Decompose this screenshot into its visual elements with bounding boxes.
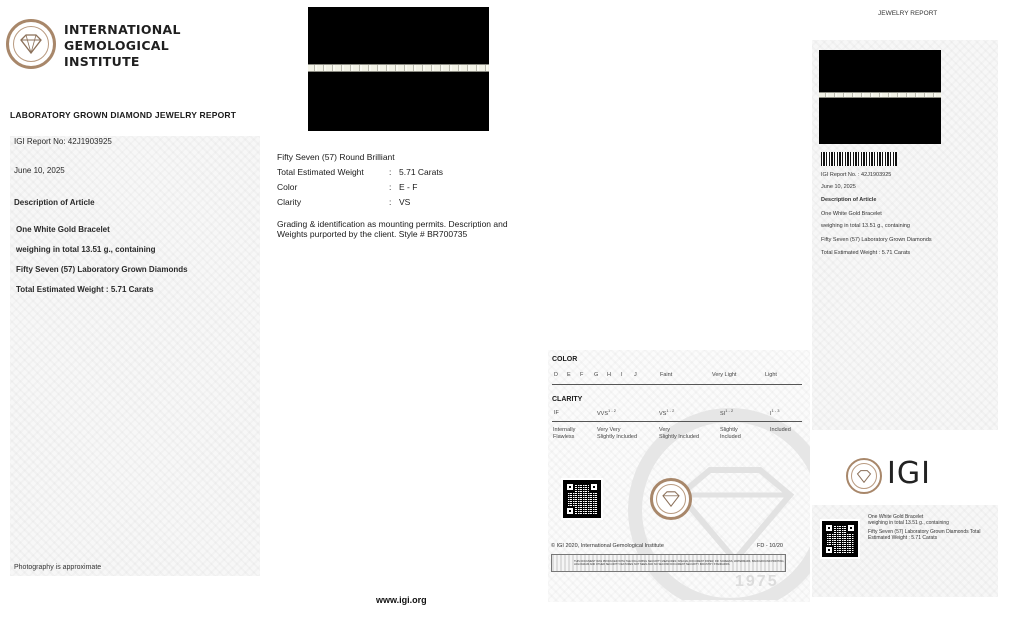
color-grade: J [634, 372, 637, 378]
grading-rows [277, 167, 517, 212]
color-grade: H [607, 372, 611, 378]
org-name [64, 22, 181, 70]
clarity-word [770, 427, 791, 434]
grading-comment: Grading & identification as mounting permits. Description and Weights purported by the client. Style # BR700735 [277, 219, 508, 239]
copyright: © IGI 2020, International Gemological Institute [551, 543, 664, 549]
diamond-icon [856, 470, 872, 483]
stub-line-2: weighing in total 13.51 g., containing [868, 520, 949, 526]
description-heading: Description of Article [14, 198, 95, 207]
watermark-year: 1975 [735, 573, 779, 590]
clarity-word-line: Flawless [553, 434, 575, 440]
report-title: LABORATORY GROWN DIAMOND JEWELRY REPORT [10, 110, 237, 120]
clarity-grade-sup: 1 - 2 [608, 408, 617, 413]
clarity-word-line: Slightly Included [659, 434, 700, 440]
clarity-word-line: Very [659, 427, 671, 433]
form-code: FD - 10/20 [757, 543, 783, 549]
clarity-grade-code: VVS [597, 410, 609, 417]
color-grade: E [567, 372, 571, 378]
report-date: June 10, 2025 [14, 166, 65, 175]
description-line-3: Fifty Seven (57) Laboratory Grown Diamonds [16, 265, 188, 274]
color-scale-divider [552, 384, 802, 385]
qr-code-icon[interactable] [563, 480, 601, 518]
color-scale-heading: COLOR [552, 356, 578, 363]
color-grade: F [580, 372, 584, 378]
grading-row-label: Clarity [277, 197, 302, 207]
cut-description: Fifty Seven (57) Round Brilliant [277, 152, 395, 162]
igi-seal-logo [6, 19, 56, 69]
grading-row-separator: : [389, 197, 392, 207]
igi-seal-logo-small [650, 478, 692, 520]
grading-row-label: Total Estimated Weight [277, 167, 364, 177]
description-line-2: weighing in total 13.51 g., containing [16, 245, 156, 254]
clarity-word-line: Slightly Included [597, 434, 638, 440]
clarity-grade [770, 408, 780, 417]
clarity-grade [720, 408, 733, 417]
clarity-word-line: Included [720, 434, 741, 440]
grading-row [277, 197, 517, 212]
clarity-word [597, 427, 637, 441]
grading-row-value: 5.71 Carats [399, 167, 443, 177]
igi-brand-text: IGI [887, 456, 931, 491]
clarity-word [720, 427, 741, 441]
bracelet-image [308, 64, 489, 72]
clarity-grade [659, 408, 674, 417]
color-word: Light [765, 372, 777, 378]
color-grade: D [554, 372, 558, 378]
clarity-grade-code: SI [720, 410, 726, 417]
website-link[interactable]: www.igi.org [376, 595, 427, 605]
clarity-word-line: Included [770, 427, 791, 433]
org-name-line2: GEMOLOGICAL [64, 38, 170, 53]
grading-row-value: VS [399, 197, 411, 207]
stub-line-1: One White Gold Bracelet [868, 514, 924, 520]
clarity-word [659, 427, 699, 441]
org-name-line3: INSTITUTE [64, 54, 140, 69]
security-strip [551, 554, 786, 572]
igi-brand-seal [846, 458, 882, 494]
clarity-word [553, 427, 575, 441]
stub-line-3: Fifty Seven (57) Laboratory Grown Diamonds Total Estimated Weight : 5.71 Carats [868, 529, 981, 541]
stub-text [868, 514, 993, 541]
report-number: IGI Report No: 42J1903925 [14, 137, 112, 146]
clarity-grade-code: VS [659, 410, 667, 417]
photo-note: Photography is approximate [14, 564, 102, 571]
right-report-number: IGI Report No. : 42J1903925 [821, 172, 892, 178]
grading-row-label: Color [277, 182, 298, 192]
barcode-icon [821, 152, 897, 166]
right-report-date: June 10, 2025 [821, 184, 856, 190]
clarity-word-line: Very Very [597, 427, 621, 433]
bracelet-image [819, 92, 941, 98]
bracelet-photo [308, 7, 489, 131]
org-name-line1: INTERNATIONAL [64, 22, 181, 37]
clarity-grade-code: IF [554, 410, 559, 416]
bracelet-photo-small [819, 50, 941, 144]
clarity-word-line: Internally [553, 427, 576, 433]
description-line-4: Total Estimated Weight : 5.71 Carats [16, 285, 154, 294]
clarity-word-line: Slightly [720, 427, 738, 433]
color-word: Faint [660, 372, 673, 378]
clarity-scale-heading: CLARITY [552, 396, 583, 403]
right-description-line-1: One White Gold Bracelet [821, 211, 882, 217]
right-description-line-3: Fifty Seven (57) Laboratory Grown Diamonds [821, 237, 932, 243]
grading-row-separator: : [389, 182, 392, 192]
clarity-grade [597, 408, 616, 417]
grading-row-separator: : [389, 167, 392, 177]
color-word: Very Light [712, 372, 737, 378]
qr-code-icon-right[interactable] [822, 521, 858, 557]
clarity-grade-sup: 1 - 3 [771, 408, 780, 413]
color-grade: G [594, 372, 599, 378]
grading-row-value: E - F [399, 182, 418, 192]
diamond-icon [661, 491, 681, 507]
right-description-line-4: Total Estimated Weight : 5.71 Carats [821, 250, 911, 256]
clarity-scale-divider [552, 421, 802, 422]
security-text: THIS DOCUMENT WAS PRODUCED WITH THE FOLLOWING SECURITY MEASURES: SPECIAL DOCUMENT PAPER, INK SCREENS, WATERMARK, BACKGROUND PRINTING, HOLOGRAM AND OTHER SECURITY FEATURES NOT SEEN AND NO SECOND DOCUMENT SECURITY INDUSTRY STANDARDS. [574, 559, 785, 566]
clarity-grade [554, 410, 559, 416]
color-grade: I [621, 372, 623, 378]
clarity-grade-code: I [770, 410, 772, 417]
clarity-grade-sup: 1 - 2 [666, 408, 675, 413]
top-right-label: JEWELRY REPORT [878, 10, 938, 17]
clarity-grade-sup: 1 - 2 [725, 408, 734, 413]
grading-row [277, 182, 517, 197]
grading-row [277, 167, 517, 182]
right-description-heading: Description of Article [821, 197, 877, 203]
description-line-1: One White Gold Bracelet [16, 225, 110, 234]
right-description-line-2: weighing in total 13.51 g., containing [821, 223, 910, 229]
diamond-icon [19, 34, 43, 54]
